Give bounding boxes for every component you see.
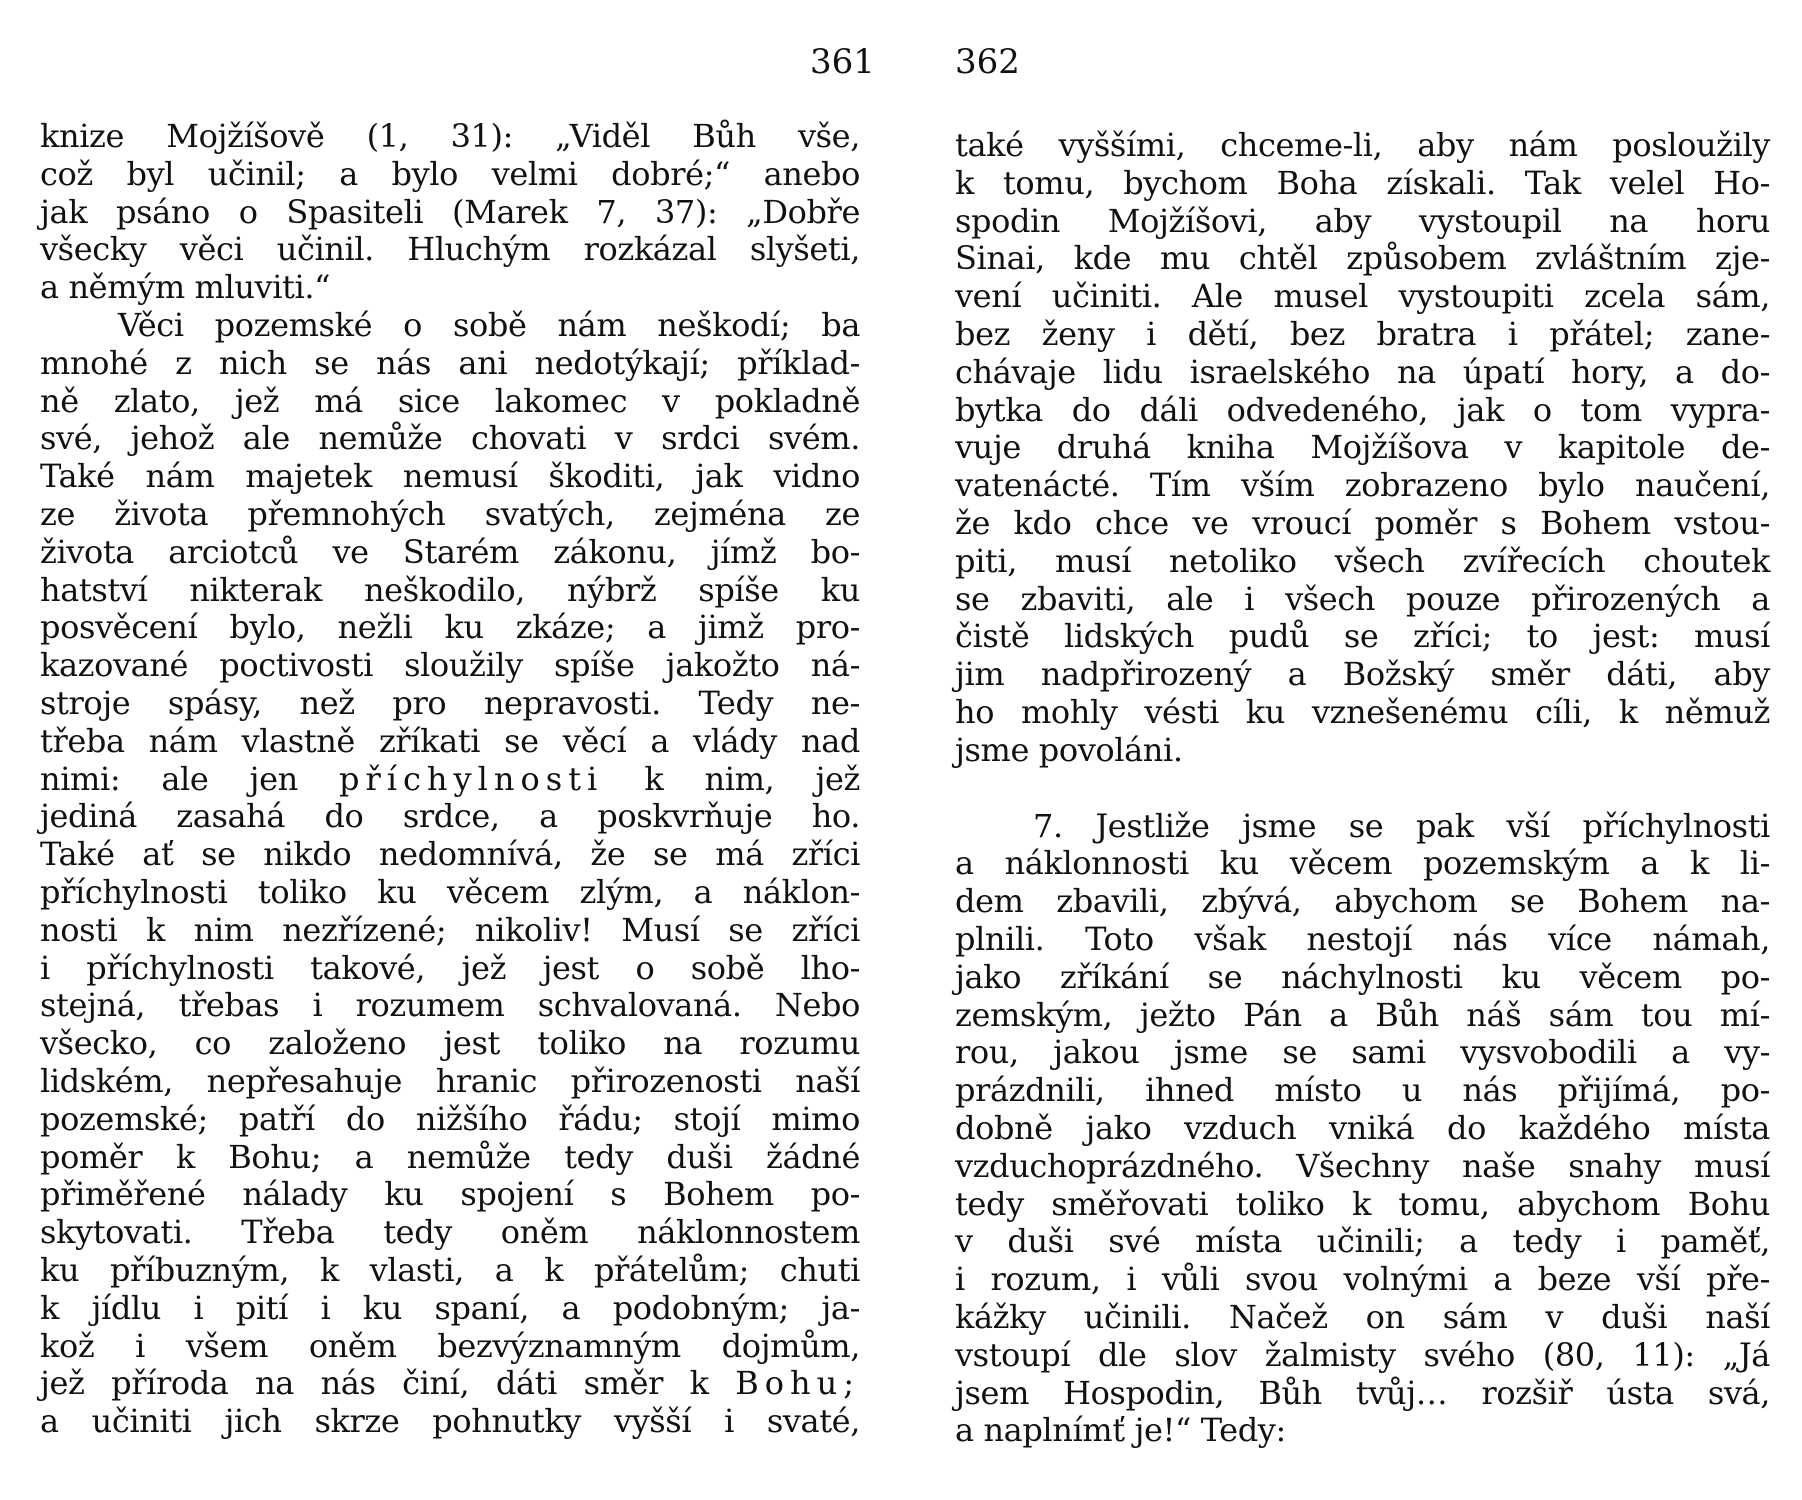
text-line: své, jehož ale nemůže chovati v srdci svém. (40, 419, 860, 458)
text-line: jak psáno o Spasiteli (Marek 7, 37): „Dobře (40, 192, 860, 231)
text-line: jediná zasahá do srdce, a poskvrňuje ho. (40, 797, 860, 836)
page-number-left: 361 (810, 42, 875, 82)
text-line (40, 761, 860, 799)
text-line: ně zlato, jež má sice lakomec v pokladně (40, 381, 860, 420)
spaced-emphasis: Bohu; (735, 1364, 860, 1403)
text-line: kážky učinili. Načež on sám v duši naší (955, 1297, 1770, 1336)
text-line: kož i všem oněm bezvýznamným dojmům, (40, 1326, 860, 1365)
text-line: všecky věci učinil. Hluchým rozkázal slyšeti, (40, 230, 860, 269)
text-line: a naplnímť je!“ Tedy: (955, 1411, 1286, 1450)
text-line: pozemské; patří do nižšího řádu; stojí mimo (40, 1099, 860, 1138)
text-line: nosti k nim nezřízené; nikoliv! Musí se zříci (40, 910, 860, 949)
text-line: což byl učinil; a bylo velmi dobré;“ anebo (40, 154, 860, 193)
text-line: stroje spásy, než pro nepravosti. Tedy ne- (40, 683, 860, 722)
text-line: příchylnosti toliko ku věcem zlým, a náklon- (40, 872, 860, 911)
text-line: čistě lidských pudů se zříci; to jest: musí (955, 617, 1770, 656)
text-line: prázdnili, ihned místo u nás přijímá, po- (955, 1071, 1770, 1110)
text-line: života arciotců ve Starém zákonu, jímž bo- (40, 532, 860, 571)
text-line: lidském, nepřesahuje hranic přirozenosti naší (40, 1061, 860, 1100)
text-line: dobně jako vzduch vniká do každého místa (955, 1108, 1770, 1147)
text-line: ze života přemnohých svatých, zejména ze (40, 494, 860, 533)
text-line: bytka do dáli odvedeného, jak o tom vypra- (955, 390, 1770, 429)
text-line: jsem Hospodin, Bůh tvůj… rozšiř ústa svá, (955, 1373, 1770, 1412)
text-line: třeba nám vlastně zříkati se věcí a vlády nad (40, 721, 860, 760)
text-line: že kdo chce ve vroucí poměr s Bohem vstou- (955, 503, 1770, 542)
text-line: knize Mojžíšově (1, 31): „Viděl Bůh vše, (40, 117, 860, 155)
text-line: vzduchoprázdného. Všechny naše snahy musí (955, 1146, 1770, 1185)
left-page-text (40, 118, 860, 1441)
text-line: Také ať se nikdo nedomnívá, že se má zříci (40, 835, 860, 874)
text-line: zemským, ježto Pán a Bůh náš sám tou mí- (955, 995, 1770, 1034)
text-line: 7. Jestliže jsme se pak vší příchylnosti (1033, 806, 1770, 845)
text-line: tedy směřovati toliko k tomu, abychom Bohu (955, 1184, 1770, 1223)
text-line: vstoupí dle slov žalmisty svého (80, 11): „Já (955, 1335, 1770, 1374)
text-line: v duši své místa učinili; a tedy i paměť, (955, 1222, 1770, 1261)
text-line: i rozum, i vůli svou volnými a beze vší pře- (955, 1260, 1770, 1299)
text-fragment: k nim, jež (644, 759, 860, 798)
text-line: ku příbuzným, k vlasti, a k přátelům; chuti (40, 1250, 860, 1289)
text-line: poměr k Bohu; a nemůže tedy duši žádné (40, 1137, 860, 1176)
text-line: spodin Mojžíšovi, aby vystoupil na horu (955, 201, 1770, 240)
text-line: stejná, třebas i rozumem schvalovaná. Nebo (40, 986, 860, 1025)
text-line: přiměřené nálady ku spojení s Bohem po- (40, 1175, 860, 1214)
text-line: jsme povoláni. (955, 730, 1183, 769)
text-line: dem zbavili, zbývá, abychom se Bohem na- (955, 882, 1770, 921)
text-line: se zbaviti, ale i všech pouze přirozených a (955, 579, 1770, 618)
text-line: vatenácté. Tím vším zobrazeno bylo naučení, (955, 466, 1770, 505)
text-line: a učiniti jich skrze pohnutky vyšší i svaté, (40, 1402, 860, 1441)
text-line: a náklonnosti ku věcem pozemským a k li- (955, 844, 1770, 883)
text-line: plnili. Toto však nestojí nás více námah, (955, 919, 1770, 958)
text-line (40, 1365, 860, 1403)
text-line: posvěcení bylo, nežli ku zkáze; a jimž pro- (40, 608, 860, 647)
text-line: rou, jakou jsme se sami vysvobodili a vy- (955, 1033, 1770, 1072)
text-line: i příchylnosti takové, jež jest o sobě lho- (40, 948, 860, 987)
text-fragment: jež příroda na nás činí, dáti směr k (40, 1364, 709, 1403)
text-line: jako zříkání se náchylnosti ku věcem po- (955, 957, 1770, 996)
page-number-right: 362 (955, 42, 1020, 82)
text-line: vuje druhá kniha Mojžíšova v kapitole de- (955, 428, 1770, 467)
text-line: ho mohly vésti ku vznešenému cíli, k němuž (955, 692, 1770, 731)
spaced-emphasis: příchylnosti (338, 759, 604, 798)
text-line: Také nám majetek nemusí škoditi, jak vidno (40, 457, 860, 496)
right-page-text (955, 127, 1770, 1450)
text-line: skytovati. Třeba tedy oněm náklonnostem (40, 1213, 860, 1252)
text-line: kazované poctivosti sloužily spíše jakožto ná- (40, 646, 860, 685)
paragraph-gap (955, 770, 1770, 808)
text-line: jim nadpřirozený a Božský směr dáti, aby (955, 655, 1770, 694)
text-line: hatství nikterak neškodilo, nýbrž spíše ku (40, 570, 860, 609)
text-line: piti, musí netoliko všech zvířecích choutek (955, 541, 1770, 580)
text-line: bez ženy i dětí, bez bratra i přátel; zane- (955, 314, 1770, 353)
text-line: všecko, co založeno jest toliko na rozumu (40, 1024, 860, 1063)
text-line: a němým mluviti.“ (40, 268, 331, 307)
text-line: chávaje lidu israelského na úpatí hory, a do- (955, 352, 1770, 391)
text-line: vení učiniti. Ale musel vystoupiti zcela sám, (955, 277, 1770, 316)
text-line: k tomu, bychom Boha získali. Tak velel Ho- (955, 163, 1770, 202)
text-fragment: nimi: ale jen (40, 759, 298, 798)
text-line: Věci pozemské o sobě nám neškodí; ba (118, 305, 860, 344)
text-line: také vyššími, chceme-li, aby nám posloužily (955, 126, 1770, 164)
text-line: Sinai, kde mu chtěl způsobem zvláštním zje- (955, 239, 1770, 278)
text-line: k jídlu i pití i ku spaní, a podobným; ja- (40, 1288, 860, 1327)
text-line: mnohé z nich se nás ani nedotýkají; příklad- (40, 343, 860, 382)
